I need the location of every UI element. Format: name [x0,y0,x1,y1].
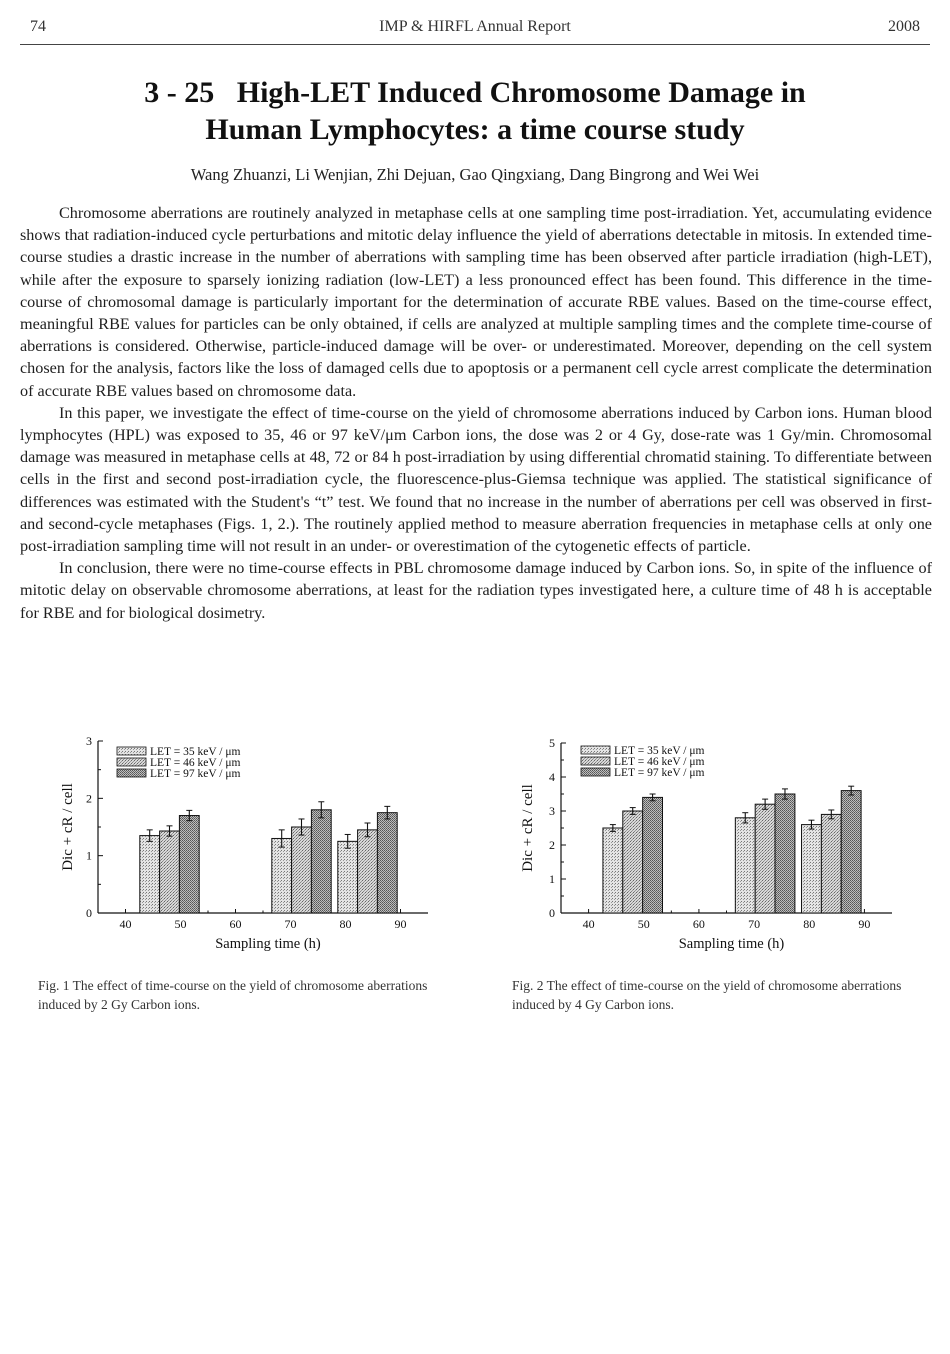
y-tick-label: 2 [86,791,92,806]
journal-name: IMP & HIRFL Annual Report [379,18,571,35]
figure-2-chart [510,730,910,960]
report-year: 2008 [888,18,920,35]
legend-swatch [581,746,610,754]
legend-swatch [581,757,610,765]
bar [311,810,331,913]
y-tick-label: 2 [549,838,555,852]
legend-swatch [117,747,146,755]
bar [358,830,378,913]
x-tick-label: 40 [582,917,595,931]
figure-1-caption: Fig. 1 The effect of time-course on the yield of chromosome aberrations induced by 2 Gy Carbon ions. [38,978,428,1012]
x-tick-label: 80 [339,917,352,931]
x-tick-label: 80 [803,917,816,931]
figure-1-chart [50,730,440,960]
y-axis-label: Dic + cR / cell [60,783,76,871]
bar [160,831,180,913]
page-number: 74 [30,18,46,35]
bar [735,818,755,913]
y-axis-label: Dic + cR / cell [520,784,536,872]
x-tick-label: 90 [394,917,407,931]
legend-swatch [581,768,610,776]
x-tick-label: 50 [174,917,187,931]
legend-label: LET = 35 keV / μm [614,745,705,757]
bar [775,794,795,913]
x-axis-label: Sampling time (h) [215,936,321,952]
y-tick-label: 0 [549,906,555,920]
x-tick-label: 70 [748,917,761,931]
paragraph-intro: Chromosome aberrations are routinely analyzed in metaphase cells at one sampling time post-irradiation. Yet, accumulating evidence shows that radiation-induced cycle perturbations and mitotic delay influence the yield of aberrations detectable in mitosis. In extended time-course studies a drastic increase in the number of aberrations with sampling time has been observed after particle irradiation (high-LET), while after the exposure to sparsely ionizing radiation (low-LET) a less pronounced effect has been found. This difference in the time-course of chromosomal damage is particularly important for the determination of accurate RBE values. Based on the time-course effect, meaningful RBE values for particles can be only obtained, if cells are analyzed at multiple sampling times and the complete time-course of aberrations is considered. Otherwise, particle-induced damage will be over- or underestimated. Moreover, depending on the cell system chosen for the analysis, factors like the loss of damaged cells due to apoptosis or a permanent cell cycle arrest complicate the determination of accurate RBE values based on chromosome data. [20,204,932,400]
article-body [20,202,932,624]
y-tick-label: 4 [549,770,555,784]
y-tick-label: 0 [86,906,92,920]
bar [603,828,623,913]
bar [338,841,358,913]
bar [623,811,643,913]
running-header [20,14,930,45]
title-line-2: Human Lymphocytes: a time course study [205,113,745,146]
bar [821,814,841,913]
x-tick-label: 70 [284,917,297,931]
bar-chart-2gy [50,730,440,960]
bar [377,813,397,913]
bar [272,838,292,913]
legend-label: LET = 46 keV / μm [150,757,241,769]
y-tick-label: 3 [549,804,555,818]
y-tick-label: 1 [549,872,555,886]
bar [643,797,663,913]
legend-swatch [117,769,146,777]
x-tick-label: 40 [119,917,132,931]
bar [140,836,160,913]
article-title [40,74,910,148]
x-tick-label: 50 [637,917,650,931]
x-axis-label: Sampling time (h) [678,936,785,952]
author-list: Wang Zhuanzi, Li Wenjian, Zhi Dejuan, Gao Qingxiang, Dang Bingrong and Wei Wei [190,165,760,184]
legend-swatch [117,758,146,766]
bar [755,804,775,913]
legend-label: LET = 97 keV / μm [150,768,241,780]
x-tick-label: 90 [858,917,871,931]
bar [802,825,822,913]
y-tick-label: 3 [86,734,92,748]
legend-label: LET = 46 keV / μm [614,756,705,768]
paragraph-conclusion: In conclusion, there were no time-course effects in PBL chromosome damage induced by Carbon ions. So, in spite of the influence of mitotic delay on observable chromosome aberrations, at least for the radiation types investigated here, a culture time of 48 h is acceptable for RBE and for biological dosimetry. [20,559,932,622]
title-line-1: 3 - 25 High-LET Induced Chromosome Damage in [144,76,806,109]
legend-label: LET = 97 keV / μm [614,767,705,779]
y-tick-label: 5 [549,736,555,750]
bar [292,827,312,913]
figure-2-caption: Fig. 2 The effect of time-course on the yield of chromosome aberrations induced by 4 Gy Carbon ions. [512,978,902,1012]
bar-chart-4gy [510,730,910,960]
x-tick-label: 60 [692,917,705,931]
paragraph-methods: In this paper, we investigate the effect of time-course on the yield of chromosome aberrations induced by Carbon ions. Human blood lymphocytes (HPL) was exposed to 35, 46 or 97 keV/μm Carbon ions, the dose was 2 or 4 Gy, dose-rate was 1 Gy/min. Chromosomal damage was measured in metaphase cells at 48, 72 or 84 h post-irradiation by using differential chromatid staining. To differentiate between cells in the first and second post-irradiation cycle, the fluorescence-plus-Giemsa technique was applied. The statistical significance of differences was estimated with the Student's “t” test. We found that no increase in the number of aberrations per cell was observed in first- and second-cycle metaphases (Figs. 1, 2.). The routinely applied method to measure aberration frequencies in metaphase cells at only one post-irradiation sampling time will not result in an under- or overestimation of the cytogenetic effects of particle. [20,403,932,556]
bar [179,816,199,913]
y-tick-label: 1 [86,848,92,863]
x-tick-label: 60 [229,917,242,931]
bar [841,791,861,913]
legend-label: LET = 35 keV / μm [150,746,241,758]
